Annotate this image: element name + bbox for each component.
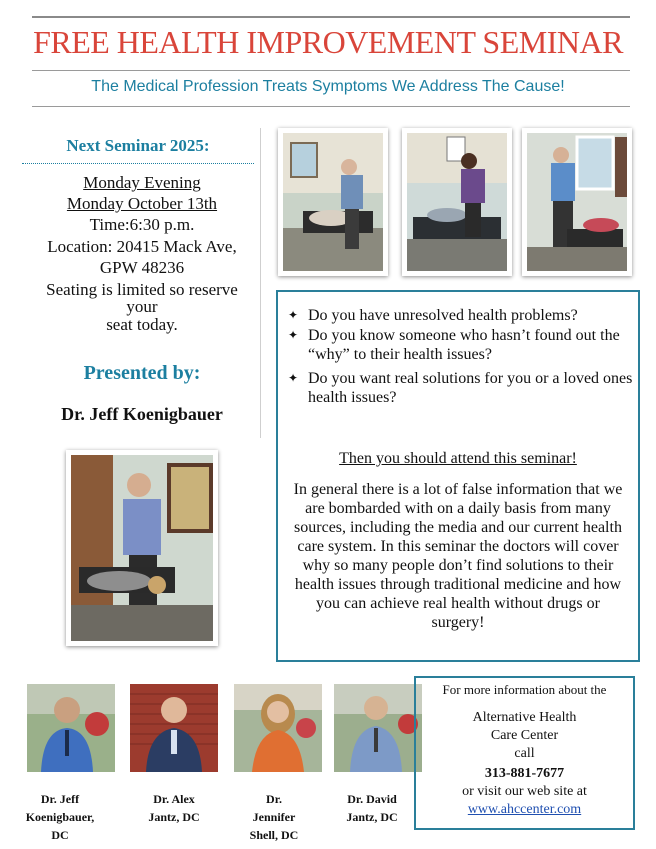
subtitle: The Medical Profession Treats Symptoms We Address The Cause! bbox=[91, 78, 565, 95]
question-item: ✦ Do you know someone who hasn’t found out the “why” to their health issues? bbox=[288, 327, 620, 363]
question-item: ✦ Do you have unresolved health problems? bbox=[288, 307, 578, 324]
seminar-location: Location: 20415 Mack Ave, bbox=[47, 237, 237, 256]
adjustment-photo-1 bbox=[278, 128, 388, 276]
star-bullet-icon: ✦ bbox=[288, 371, 299, 385]
top-rule bbox=[32, 16, 630, 18]
doctor-photo-jennifer bbox=[234, 684, 322, 772]
org-name-line1: Alternative Health bbox=[472, 710, 577, 725]
seminar-description: In general there is a lot of false information that we are bombarded with on a daily basis from many sources, including the media and our current health care system. In this seminar the doctors will cover why so many people don’t find solutions to their health issues through traditional medicine and how you can achieve real health without drugs or surgery! bbox=[293, 481, 623, 631]
seminar-time: Time:6:30 p.m. bbox=[89, 215, 195, 234]
adjustment-photo-3 bbox=[522, 128, 632, 276]
title-divider bbox=[32, 70, 630, 71]
seating-note-1: Seating is limited so reserve bbox=[46, 280, 238, 299]
presenter-name: Dr. Jeff Koenigbauer bbox=[61, 404, 223, 424]
seating-note-2: your bbox=[126, 297, 158, 316]
seminar-zip: GPW 48236 bbox=[99, 258, 185, 277]
question-item: ✦ Do you want real solutions for you or a loved ones health issues? bbox=[288, 370, 633, 406]
presented-by-heading: Presented by: bbox=[83, 362, 201, 384]
doctor-photo-jeff bbox=[27, 684, 115, 772]
visit-label: or visit our web site at bbox=[462, 784, 587, 799]
info-intro: For more information about the bbox=[442, 682, 607, 697]
org-name-line2: Care Center bbox=[490, 728, 559, 743]
presenter-photo bbox=[66, 450, 218, 646]
call-label: call bbox=[514, 746, 535, 761]
next-seminar-heading: Next Seminar 2025: bbox=[66, 136, 210, 155]
seminar-day: Monday Evening bbox=[83, 173, 201, 192]
seminar-date: Monday October 13th bbox=[66, 194, 218, 213]
attend-callout: Then you should attend this seminar! bbox=[339, 450, 577, 467]
star-bullet-icon: ✦ bbox=[288, 308, 299, 322]
column-divider bbox=[260, 128, 261, 438]
doctor-photo-david bbox=[334, 684, 422, 772]
dotted-divider bbox=[22, 163, 254, 164]
star-bullet-icon: ✦ bbox=[288, 328, 299, 342]
doctor-name-jennifer: Dr. Jennifer Shell, DC bbox=[249, 792, 299, 842]
page-title: FREE HEALTH IMPROVEMENT SEMINAR bbox=[33, 24, 623, 60]
subtitle-divider bbox=[32, 106, 630, 107]
contact-info-box bbox=[414, 676, 635, 830]
adjustment-photo-2 bbox=[402, 128, 512, 276]
doctor-name-david: Dr. David Jantz, DC bbox=[346, 792, 398, 824]
website-link[interactable]: www.ahccenter.com bbox=[467, 802, 582, 817]
seating-note-3: seat today. bbox=[106, 315, 178, 334]
doctor-name-jeff: Dr. Jeff Koenigbauer, DC bbox=[25, 792, 95, 842]
questions-box bbox=[276, 290, 640, 662]
doctor-name-alex: Dr. Alex Jantz, DC bbox=[148, 792, 200, 824]
phone-number[interactable]: 313-881-7677 bbox=[484, 766, 565, 781]
doctor-photo-alex bbox=[130, 684, 218, 772]
